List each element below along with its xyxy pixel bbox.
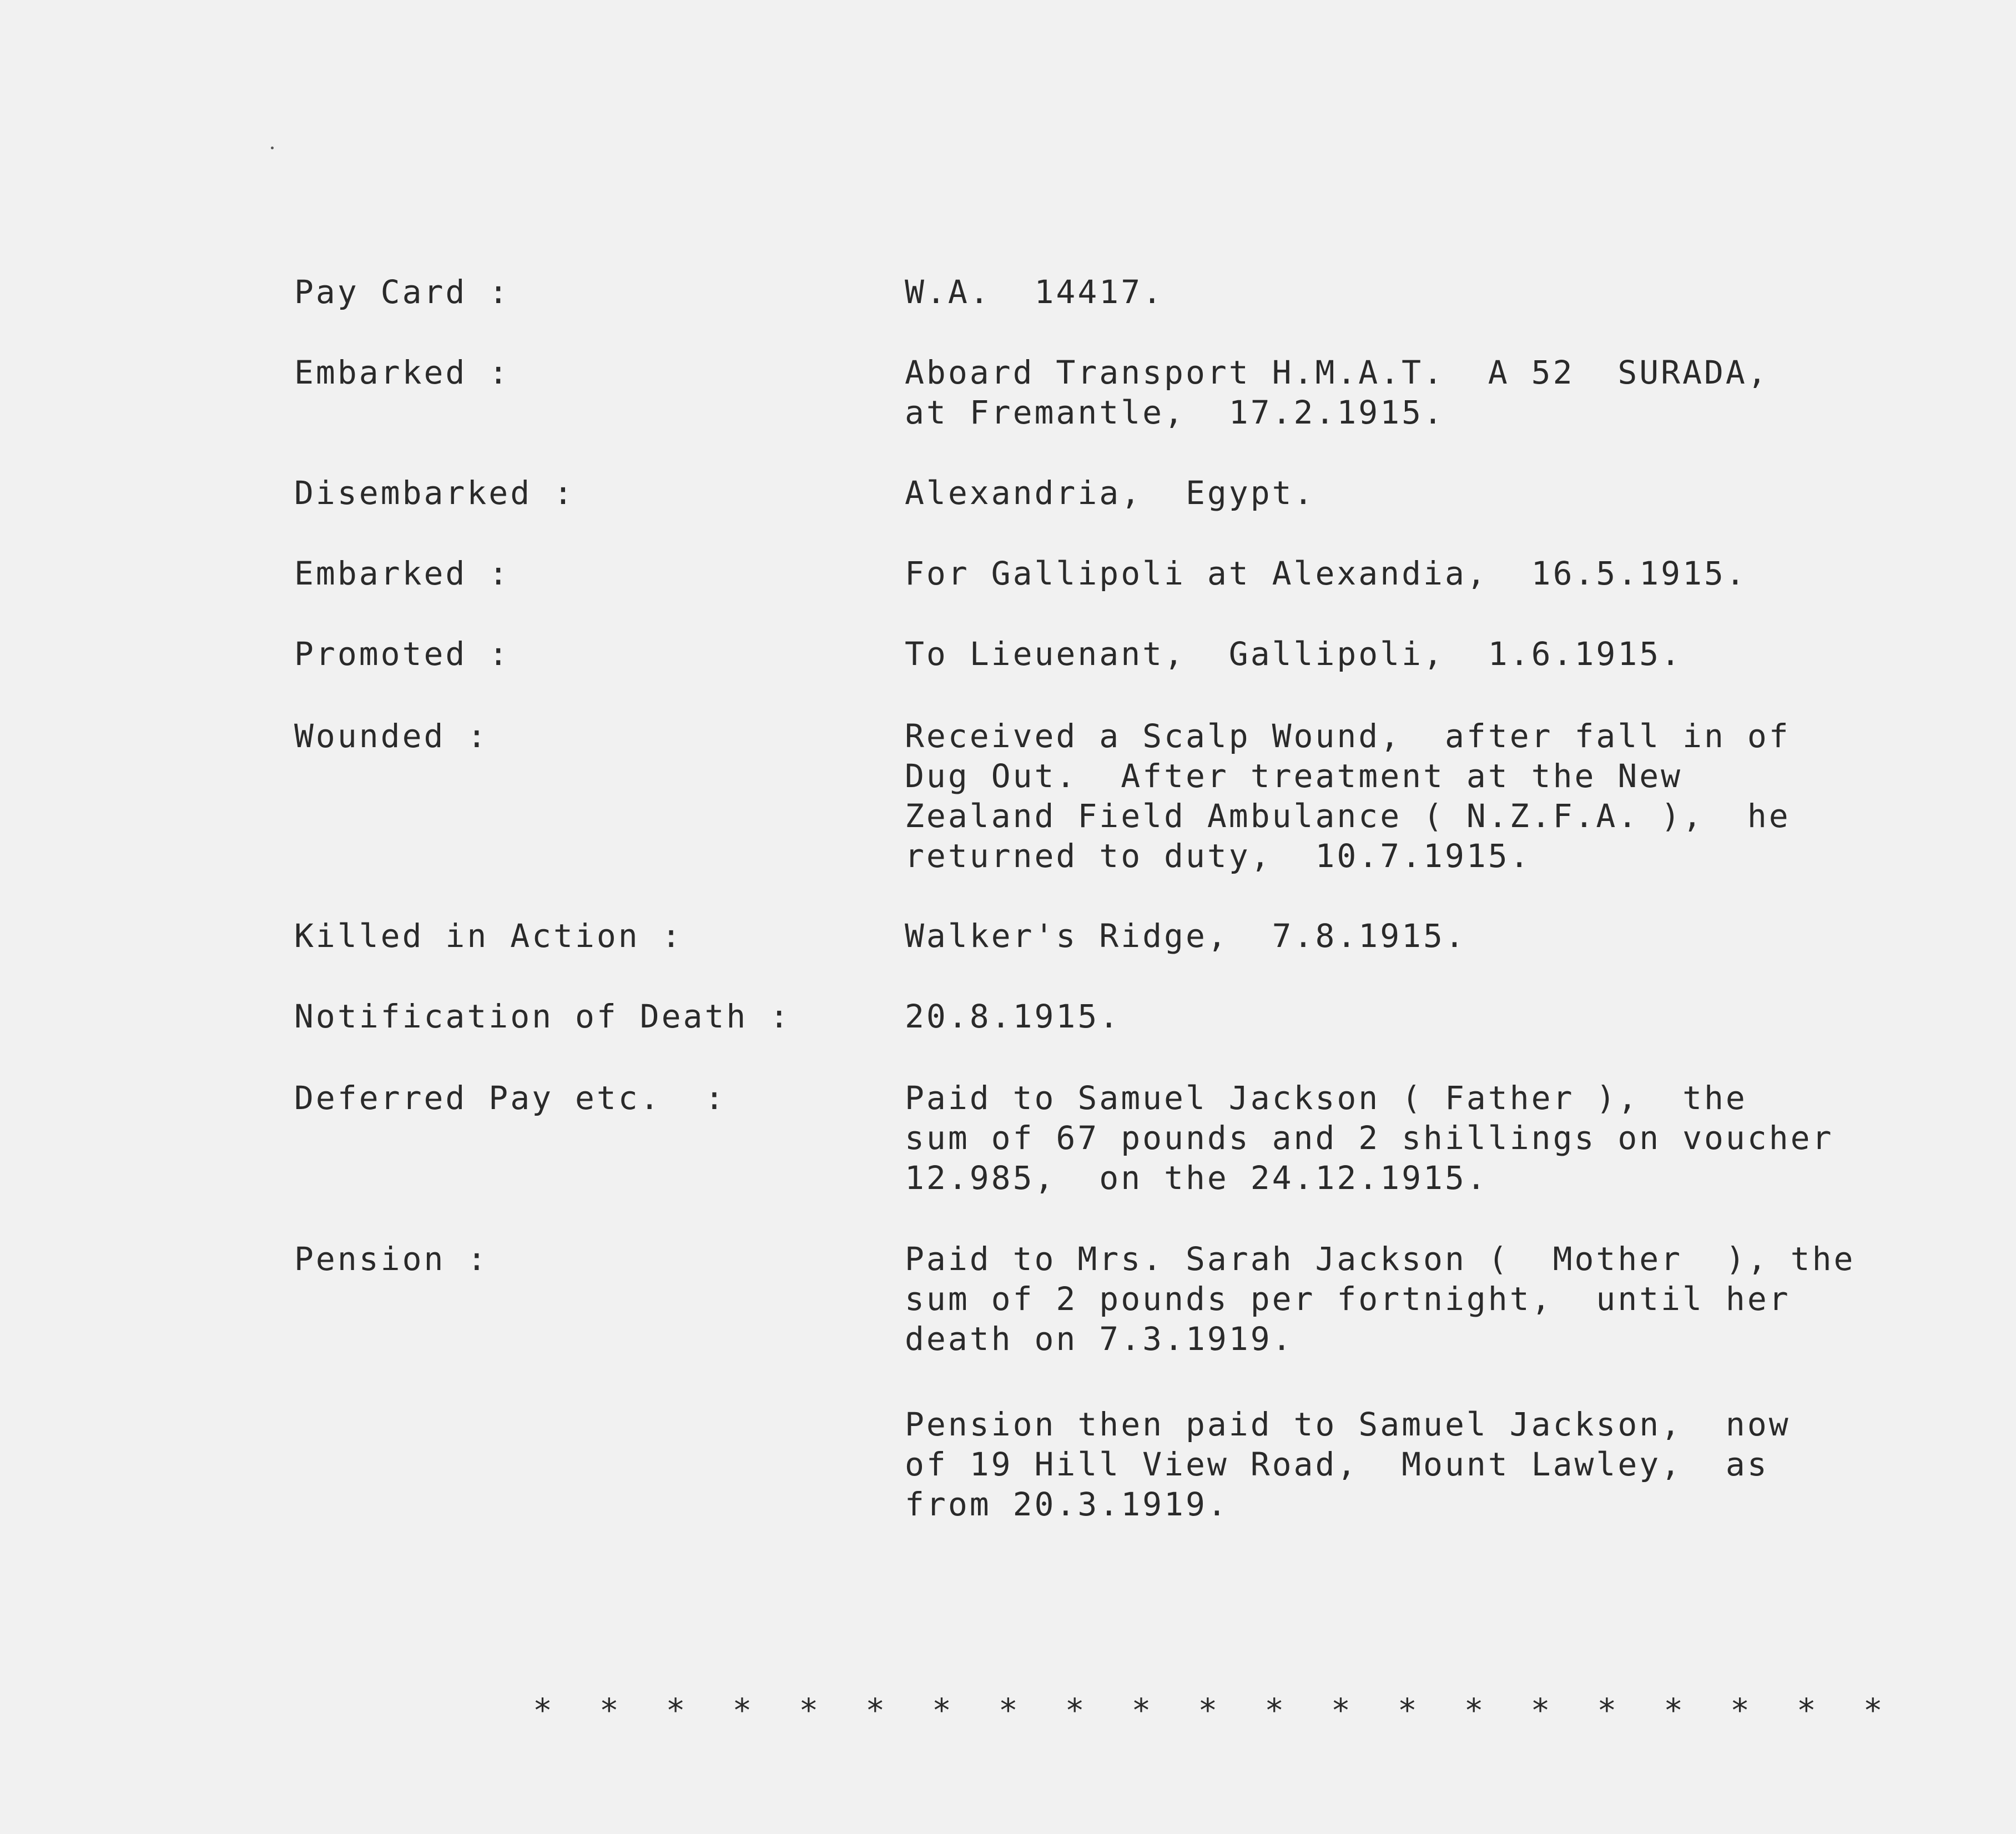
record-value-line: Dug Out. After treatment at the New	[905, 757, 1683, 795]
record-value	[905, 916, 2004, 956]
record-value-line: Paid to Samuel Jackson ( Father ), the	[905, 1079, 1747, 1117]
record-value	[905, 1239, 2004, 1359]
record-label: Notification of Death :	[294, 997, 792, 1035]
record-value	[905, 1404, 2004, 1524]
record-value-line: W.A. 14417.	[905, 273, 1165, 311]
record-value	[905, 352, 2004, 432]
record-value-line: 20.8.1915.	[905, 997, 1121, 1035]
record-value-line: returned to duty, 10.7.1915.	[905, 837, 1531, 875]
record-label: Embarked :	[294, 555, 511, 592]
record-value-line: Alexandria, Egypt.	[905, 474, 1316, 512]
record-value-line: Received a Scalp Wound, after fall in of	[905, 717, 1791, 755]
record-value-line: For Gallipoli at Alexandia, 16.5.1915.	[905, 555, 1747, 592]
record-value-line: sum of 2 pounds per fortnight, until her	[905, 1280, 1791, 1318]
record-value-line: To Lieuenant, Gallipoli, 1.6.1915.	[905, 635, 1683, 673]
record-value-line: at Fremantle, 17.2.1915.	[905, 394, 1445, 431]
record-value	[905, 553, 2004, 593]
paper-speck	[271, 147, 274, 149]
footer-asterisk-divider: * * * * * * * * * * * * * * * * * * * * *	[533, 1691, 1897, 1729]
record-label: Pension :	[294, 1240, 489, 1278]
record-value	[905, 473, 2004, 513]
record-label: Killed in Action :	[294, 917, 683, 955]
record-value	[905, 272, 2004, 312]
record-value-line: Walker's Ridge, 7.8.1915.	[905, 917, 1466, 955]
record-label: Promoted :	[294, 635, 511, 673]
record-value-line: Aboard Transport H.M.A.T. A 52 SURADA,	[905, 354, 1769, 391]
record-label: Embarked :	[294, 354, 511, 391]
record-value-line: death on 7.3.1919.	[905, 1320, 1294, 1358]
record-value-line: Pension then paid to Samuel Jackson, now	[905, 1405, 1791, 1443]
record-value	[905, 634, 2004, 674]
record-value-line: Paid to Mrs. Sarah Jackson ( Mother ), the	[905, 1240, 1856, 1278]
record-label: Wounded :	[294, 717, 489, 755]
record-value	[905, 996, 2004, 1036]
record-label: Disembarked :	[294, 474, 575, 512]
record-value	[905, 1078, 2004, 1198]
record-value-line: Zealand Field Ambulance ( N.Z.F.A. ), he	[905, 797, 1791, 835]
record-label: Deferred Pay etc. :	[294, 1079, 727, 1117]
record-value-line: of 19 Hill View Road, Mount Lawley, as	[905, 1445, 1769, 1483]
record-label: Pay Card :	[294, 273, 511, 311]
record-value	[905, 716, 2004, 876]
record-value-line: sum of 67 pounds and 2 shillings on voucher	[905, 1119, 1834, 1157]
record-value-line: 12.985, on the 24.12.1915.	[905, 1159, 1488, 1197]
record-value-line: from 20.3.1919.	[905, 1485, 1229, 1523]
